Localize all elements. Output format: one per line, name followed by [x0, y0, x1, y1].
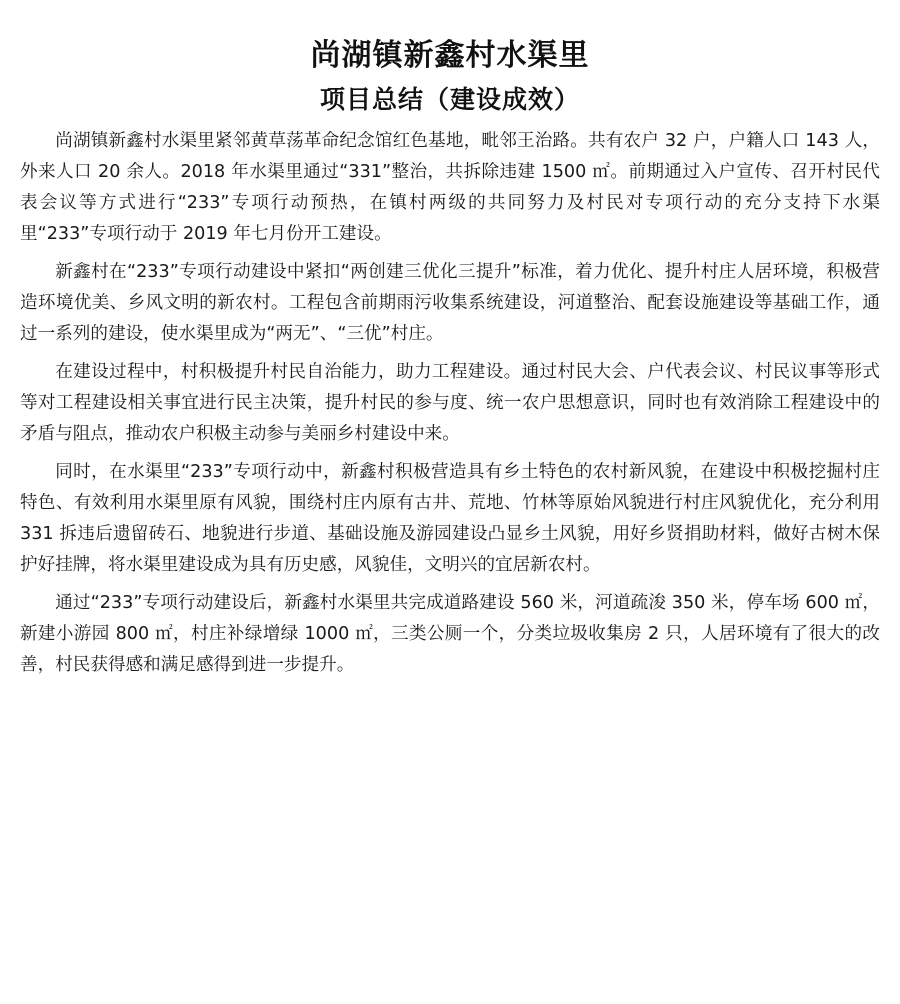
paragraph-village-self-governance: 在建设过程中，村积极提升村民自治能力，助力工程建设。通过村民大会、户代表会议、村民议事等形式等对工程建设相关事宜进行民主决策，提升村民的参与度、统一农户思想意识，同时也有效消除工程建设中的矛盾与阻点，推动农户积极主动参与美丽乡村建设中来。: [20, 362, 880, 444]
paragraph-location-overview: 尚湖镇新鑫村水渠里紧邻黄草荡革命纪念馆红色基地，毗邻王治路。共有农户 32 户，户籍人口 143 人，外来人口 20 余人。2018 年水渠里通过“331”整治，共拆除违建 1500 ㎡。前期通过入户宣传、召开村民代表会议等方式进行“233”专项行动预热，在镇村两级的共同努力及村民对专项行动的充分支持下水渠里“233”专项行动于 2019 年七月份开工建设。: [20, 131, 880, 244]
document-title: 尚湖镇新鑫村水渠里: [310, 38, 590, 73]
document-subtitle: 项目总结（建设成效）: [319, 85, 580, 114]
document-body: [20, 126, 880, 681]
paragraph-results: 通过“233”专项行动建设后，新鑫村水渠里共完成道路建设 560 米，河道疏浚 350 米，停车场 600 ㎡，新建小游园 800 ㎡，村庄补绿增绿 1000 ㎡，三类公厕一个，分类垃圾收集房 2 只，人居环境有了很大的改善，村民获得感和满足感得到进一步提升。: [20, 593, 880, 675]
paragraph-rural-style: 同时，在水渠里“233”专项行动中，新鑫村积极营造具有乡土特色的农村新风貌，在建设中积极挖掘村庄特色、有效利用水渠里原有风貌，围绕村庄内原有古井、荒地、竹林等原始风貌进行村庄风貌优化，充分利用 331 拆违后遗留砖石、地貌进行步道、基础设施及游园建设凸显乡土风貌，用好乡贤捐助材料，做好古树木保护好挂牌，将水渠里建设成为具有历史感，风貌佳，文明兴的宜居新农村。: [20, 462, 880, 575]
paragraph-construction-standard: 新鑫村在“233”专项行动建设中紧扣“两创建三优化三提升”标准，着力优化、提升村庄人居环境，积极营造环境优美、乡风文明的新农村。工程包含前期雨污收集系统建设，河道整治、配套设施建设等基础工作，通过一系列的建设，使水渠里成为“两无”、“三优”村庄。: [20, 262, 880, 344]
